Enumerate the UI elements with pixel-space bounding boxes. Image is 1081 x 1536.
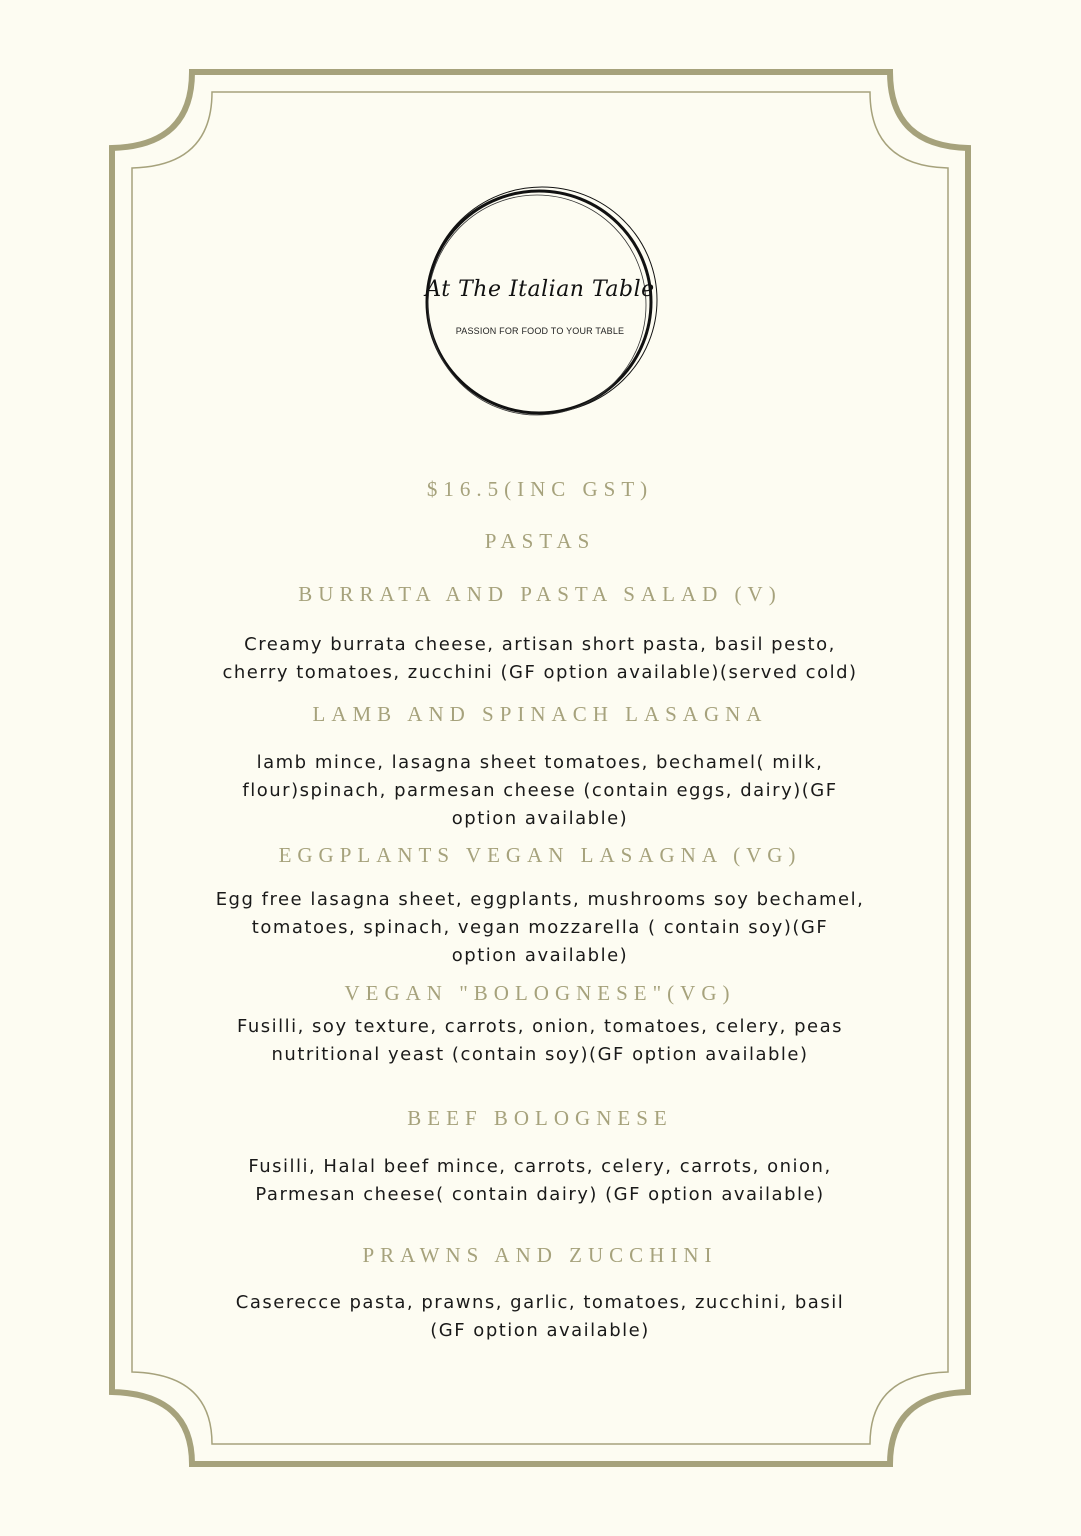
description-line: Fusilli, soy texture, carrots, onion, tomatoes, celery, peas: [236, 1016, 844, 1037]
logo: [405, 182, 675, 432]
description-line: flour)spinach, parmesan cheese (contain eggs, dairy)(GF: [242, 780, 838, 801]
menu-item-title: LAMB AND SPINACH LASAGNA: [312, 702, 768, 726]
description-line: option available): [451, 945, 629, 966]
description-line: Egg free lasagna sheet, eggplants, mushrooms soy bechamel,: [215, 889, 865, 910]
logo-name: At The Italian Table: [425, 277, 655, 302]
menu-item-title: BURRATA AND PASTA SALAD (V): [298, 582, 782, 606]
description-line: option available): [451, 808, 629, 829]
menu-item-title: VEGAN "BOLOGNESE"(VG): [344, 981, 736, 1005]
description-line: Creamy burrata cheese, artisan short pasta, basil pesto,: [244, 634, 836, 655]
description-line: cherry tomatoes, zucchini (GF option available)(served cold): [222, 662, 858, 683]
menu-item-description: [165, 886, 915, 970]
menu-item-title: BEEF BOLOGNESE: [407, 1106, 673, 1130]
description-line: nutritional yeast (contain soy)(GF option available): [271, 1044, 809, 1065]
menu-item-description: [165, 631, 915, 687]
menu-item-description: [165, 1153, 915, 1209]
menu-item-description: [165, 1289, 915, 1345]
logo-tagline: PASSION FOR FOOD TO YOUR TABLE: [455, 326, 625, 336]
description-line: Parmesan cheese( contain dairy) (GF option available): [255, 1184, 825, 1205]
description-line: (GF option available): [430, 1320, 650, 1341]
menu-item-description: [165, 749, 915, 833]
menu-item-title: PRAWNS AND ZUCCHINI: [362, 1243, 718, 1267]
description-line: Fusilli, Halal beef mince, carrots, celery, carrots, onion,: [248, 1156, 832, 1177]
menu-item-description: [165, 1013, 915, 1069]
price-label: $16.5(INC GST): [426, 477, 654, 501]
description-line: Caserecce pasta, prawns, garlic, tomatoes, zucchini, basil: [235, 1292, 845, 1313]
logo-circle-icon: [405, 182, 675, 432]
menu-item-title: EGGPLANTS VEGAN LASAGNA (VG): [278, 843, 802, 867]
section-title: PASTAS: [484, 529, 596, 553]
description-line: tomatoes, spinach, vegan mozzarella ( contain soy)(GF: [251, 917, 829, 938]
description-line: lamb mince, lasagna sheet tomatoes, bechamel( milk,: [256, 752, 824, 773]
